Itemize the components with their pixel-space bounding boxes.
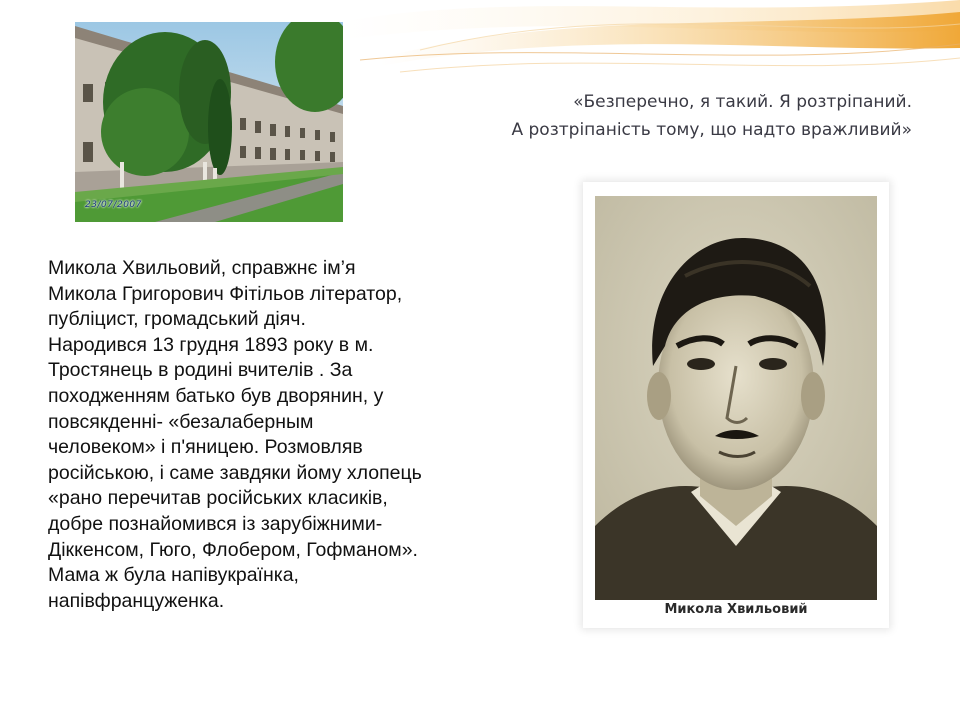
portrait-caption: Микола Хвильовий — [664, 602, 808, 617]
building-photo — [75, 22, 343, 222]
biography-text: Микола Хвильовий, справжнє ім’я Микола Григорович Фітільов літератор, публіцист, громадський діяч. Народився 13 грудня 1893 року в м. Тростянець в родині вчителів . За походженням батько був дворянин, у повсякденні- «безалаберным человеком» і п'яницею. Розмовляв російською, і саме завдяки йому хлопець «рано перечитав російських класиків, добре познайомився із зарубіжними- Діккенсом, Гюго, Флобером, Гофманом». Мама ж була напівукраїнка, напівфранцуженка. — [48, 257, 422, 612]
quote — [392, 88, 912, 144]
quote-line-2: А розтріпаність тому, що надто вражливий» — [511, 120, 912, 140]
quote-line-1: «Безперечно, я такий. Я розтріпаний. — [573, 92, 912, 112]
portrait-frame — [583, 182, 889, 628]
portrait-photo — [595, 196, 877, 600]
photo-date-stamp: 23/07/2007 — [85, 200, 142, 210]
